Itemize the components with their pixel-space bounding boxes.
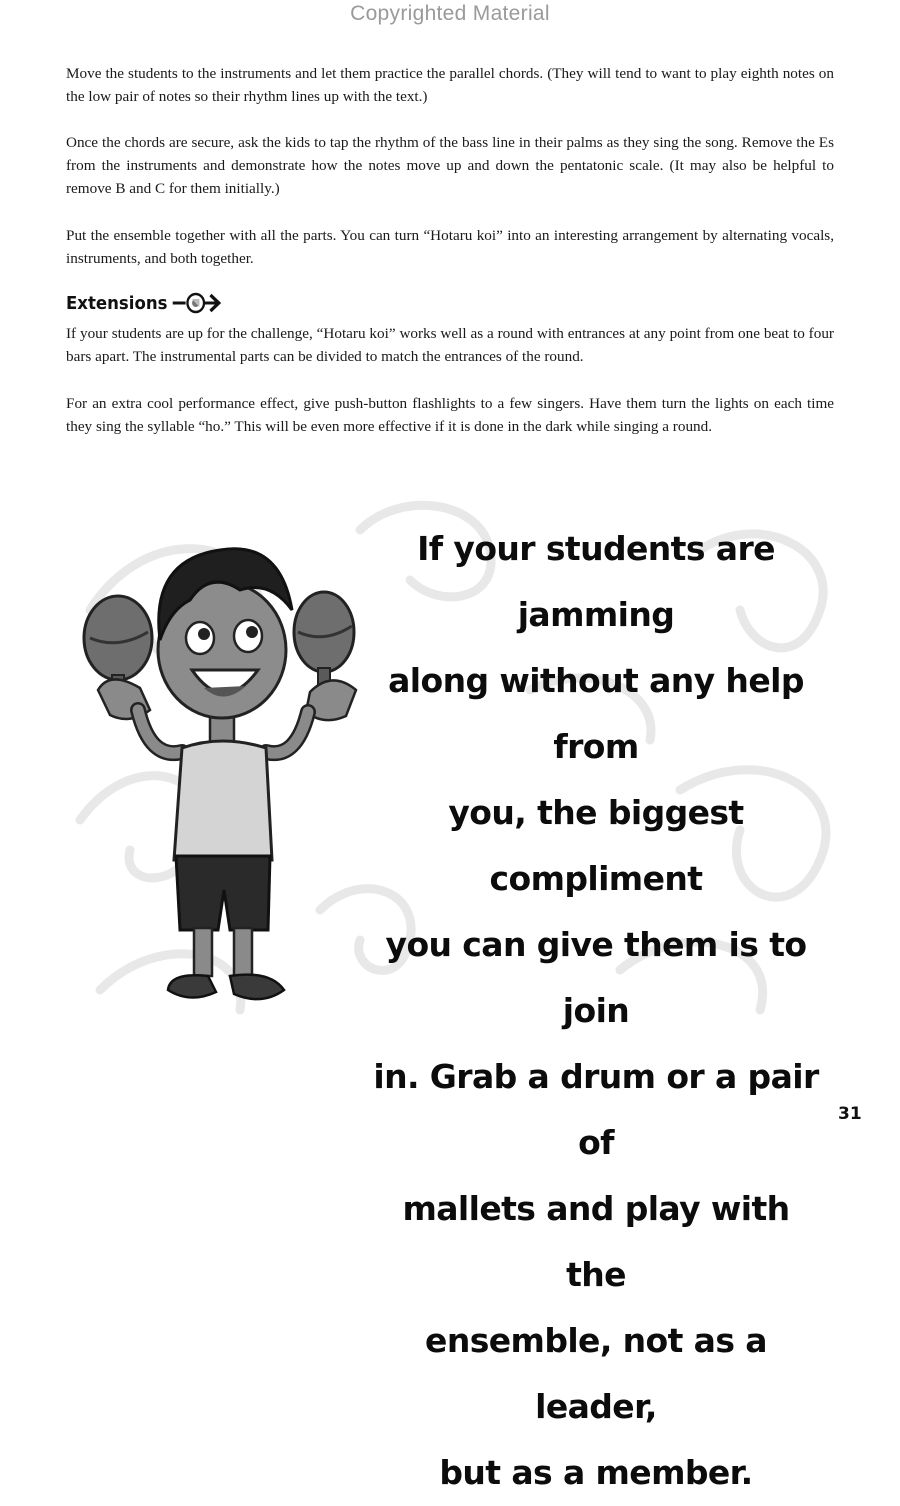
callout-line: but as a member. (439, 1453, 753, 1492)
paragraph-ensemble: Put the ensemble together with all the parts. You can turn “Hotaru koi” into an interesting arrangement by alternating vocals, instruments, and both together. (66, 227, 834, 267)
callout-line: mallets and play with the (402, 1189, 790, 1294)
extensions-heading-label: Extensions (66, 292, 168, 314)
extensions-heading (66, 290, 226, 316)
page-number: 31 (838, 1104, 862, 1124)
paragraph-practice-chords: Move the students to the instruments and let them practice the parallel chords. (They will tend to want to play eighth notes on the low pair of notes so their rhythm lines up with the text.) (66, 65, 834, 105)
copyright-watermark: Copyrighted Material (350, 2, 550, 25)
paragraph-round: If your students are up for the challenge, “Hotaru koi” works well as a round with entrances at any point from one beat to four bars apart. The instrumental parts can be divided to match the entrances of the round. (66, 325, 834, 365)
callout-line: you, the biggest compliment (448, 793, 744, 898)
callout-line: ensemble, not as a leader, (425, 1321, 767, 1426)
callout-line: along without any help from (388, 661, 804, 766)
paragraph-bass-line: Once the chords are secure, ask the kids to tap the rhythm of the bass line in their palms as they sing the song. Remove the Es from the instruments and demonstrate how the notes move up and down the pentatonic scale. (It may also be helpful to remove B and C for them initially.) (66, 134, 834, 197)
callout-line: you can give them is to join (385, 925, 807, 1030)
audio-track-arrow-icon (171, 290, 226, 316)
paragraph-flashlights: For an extra cool performance effect, give push-button flashlights to a few singers. Have them turn the lights on each time they sing the syllable “ho.” This will be even more effective if it is done in the dark while singing a round. (66, 395, 834, 435)
boy-with-maracas-illustration (70, 520, 370, 1030)
callout-line: If your students are jamming (417, 529, 775, 634)
callout-quote (372, 516, 820, 1506)
callout-line: in. Grab a drum or a pair of (373, 1057, 819, 1162)
